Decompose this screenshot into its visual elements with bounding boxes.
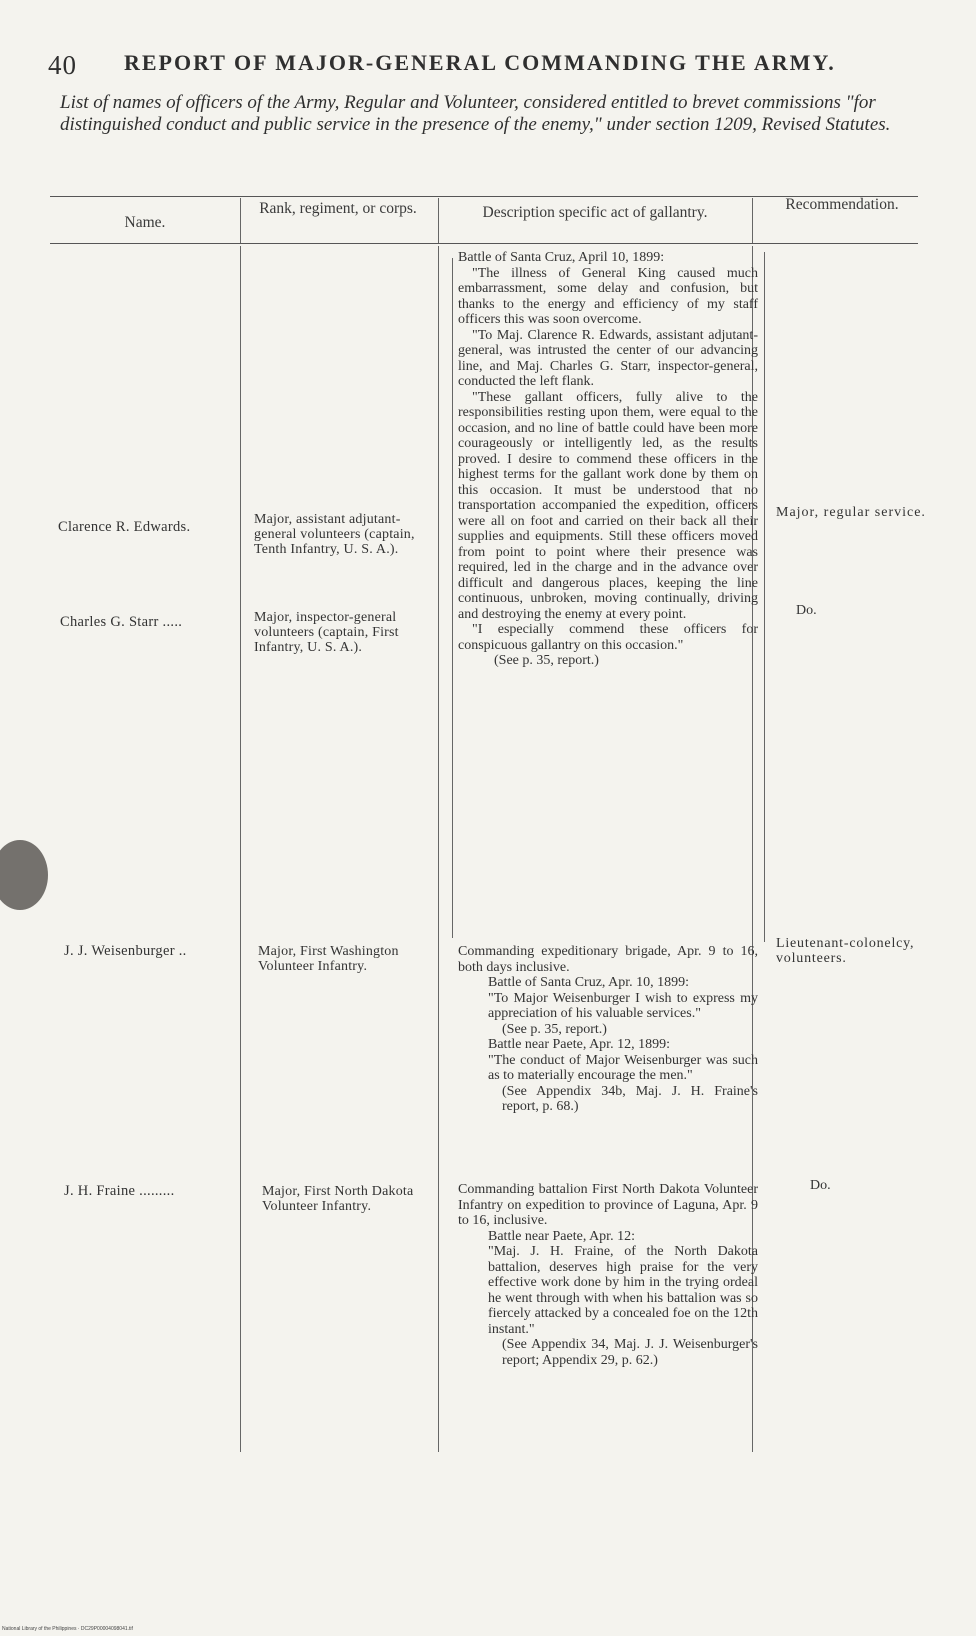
table-header-rule — [50, 243, 918, 244]
row-recommendation-weisenburger: Lieutenant-colonelcy, volunteers. — [776, 936, 915, 966]
column-divider-1 — [240, 198, 241, 243]
row-rank-weisenburger: Major, First Washington Volunteer Infantry. — [258, 944, 399, 974]
description-paragraph: "To Major Weisenburger I wish to express my appreciation of his valuable services." — [488, 990, 758, 1021]
row-recommendation-edwards: Major, regular service. — [776, 505, 926, 520]
table-caption: List of names of officers of the Army, Regular and Volunteer, considered entitled to brevet commissions "for distinguished conduct and public service in the presence of the enemy," under section 1209, Revised Statutes. — [60, 92, 891, 135]
body-divider-2 — [438, 246, 439, 1452]
description-paragraph: "These gallant officers, fully alive to the responsibilities resting upon them, were equal to the occasion, and no line of battle could have been more courageously or intelligently led, as the results proved. I desire to commend these officers in the highest terms for the gallant work done by them on this occasion. It must be understood that no transportation accompanied the expedition, officers were all on foot and carried on their back all their supplies and equipments. Still these officers moved from point to point where their presence was required, led in the charge and in the advance over difficult and dangerous places, keeping the line continuous, unbroken, moving continually, driving and destroying the enemy at every point. — [458, 389, 758, 622]
description-citation: (See Appendix 34, Maj. J. J. Weisenburger's report; Appendix 29, p. 62.) — [502, 1337, 758, 1368]
page-number: 40 — [48, 50, 77, 80]
description-paragraph: "Maj. J. H. Fraine, of the North Dakota battalion, deserves high praise for the very effective work done by him in the trying ordeal he went through with when his battalion was so fiercely attacked by a concealed foe on the 12th instant." — [488, 1244, 758, 1337]
description-edwards-starr — [458, 250, 758, 669]
description-paragraph: Commanding battalion First North Dakota Volunteer Infantry on expedition to province of Laguna, Apr. 9 to 16, inclusive. — [458, 1182, 758, 1228]
description-paragraph: Battle of Santa Cruz, April 10, 1899: — [458, 250, 665, 265]
description-paragraph: "I especially commend these officers for conspicuous gallantry on this occasion." — [458, 622, 758, 653]
column-header-recommendation: Recommendation. — [785, 196, 899, 213]
description-weisenburger — [458, 944, 758, 1115]
running-head: REPORT OF MAJOR-GENERAL COMMANDING THE ARMY. — [124, 50, 836, 75]
row-name-weisenburger: J. J. Weisenburger .. — [64, 943, 187, 959]
description-paragraph: Battle near Paete, Apr. 12: — [488, 1228, 635, 1244]
row-name-starr: Charles G. Starr ..... — [60, 614, 183, 630]
description-paragraph: "The illness of General King caused much embarrassment, some delay and confusion, but thanks to the energy and efficiency of my staff officers this was soon overcome. — [458, 265, 758, 327]
row-rank-fraine: Major, First North Dakota Volunteer Infantry. — [262, 1184, 414, 1214]
row-recommendation-fraine: Do. — [810, 1178, 831, 1193]
column-header-description: Description specific act of gallantry. — [482, 204, 708, 221]
description-citation: (See p. 35, report.) — [502, 1021, 607, 1037]
description-citation: (See p. 35, report.) — [494, 653, 599, 668]
body-divider-1 — [240, 246, 241, 1452]
row-name-fraine: J. H. Fraine ......... — [64, 1183, 175, 1199]
column-divider-3 — [752, 198, 753, 243]
description-fraine — [458, 1182, 758, 1368]
description-paragraph: Battle of Santa Cruz, Apr. 10, 1899: — [488, 975, 690, 990]
description-bracket — [452, 258, 453, 938]
column-header-name: Name. — [124, 214, 166, 231]
description-paragraph: Commanding expeditionary brigade, Apr. 9 to 16, both days inclusive. — [458, 944, 758, 975]
row-rank-starr: Major, inspector-general volunteers (captain, First Infantry, U. S. A.). — [254, 610, 399, 655]
recommendation-bracket — [764, 252, 765, 942]
row-rank-edwards: Major, assistant adjutant-general volunteers (captain, Tenth Infantry, U. S. A.). — [254, 512, 415, 557]
description-paragraph: Battle near Paete, Apr. 12, 1899: — [488, 1037, 670, 1052]
row-name-edwards: Clarence R. Edwards. — [58, 519, 191, 535]
description-citation: (See Appendix 34b, Maj. J. H. Fraine's report, p. 68.) — [502, 1083, 758, 1114]
description-paragraph: "The conduct of Major Weisenburger was such as to materially encourage the men." — [488, 1052, 758, 1083]
description-paragraph: "To Maj. Clarence R. Edwards, assistant adjutant-general, was intrusted the center of our advancing line, and Maj. Charles G. Starr, inspector-general, conducted the left flank. — [458, 327, 758, 389]
scan-footer: National Library of the Philippines · DC29P00004098041.tif — [2, 1626, 133, 1632]
row-recommendation-starr: Do. — [796, 603, 817, 618]
scan-thumb-shadow — [0, 840, 48, 910]
column-header-rank: Rank, regiment, or corps. — [259, 200, 417, 217]
column-divider-2 — [438, 198, 439, 243]
